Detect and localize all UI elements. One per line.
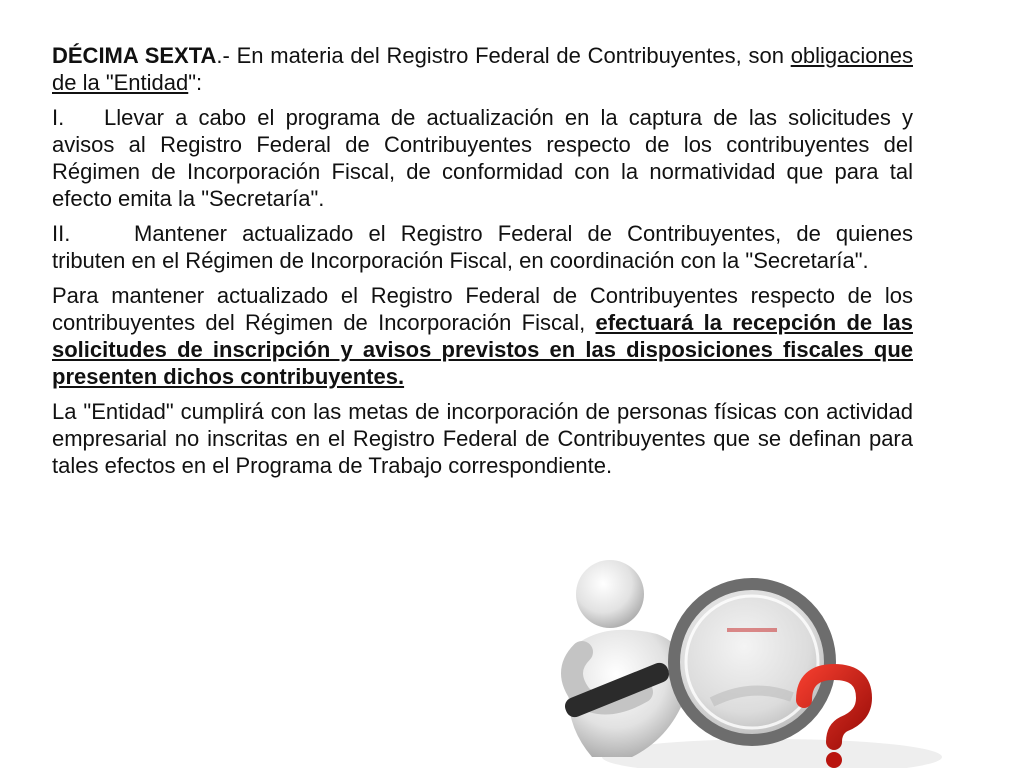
- figure-head: [576, 560, 644, 628]
- clause-label: DÉCIMA SEXTA: [52, 43, 217, 68]
- clause-tail-text: ":: [188, 70, 203, 95]
- slide-body: [52, 42, 913, 487]
- item-1-paragraph: [52, 104, 913, 212]
- paragraph-4-text: La "Entidad" cumplirá con las metas de incorporación de personas físicas con actividad empresarial no inscritas en el Registro Federal de Contribuyentes que se definan para tales efectos en el Programa de Trabajo correspondiente.: [52, 399, 913, 478]
- paragraph-4: [52, 398, 913, 479]
- clause-underlined-text: obligaciones de la "Entidad: [52, 43, 913, 95]
- paragraph-3-lead: Para mantener actualizado el Registro Federal de Contribuyentes respecto de los contribuyentes del Régimen de Incorporación Fiscal,: [52, 283, 913, 335]
- clause-lead-text: .- En materia del Registro Federal de Contribuyentes, son: [216, 43, 791, 68]
- item-1-text: Llevar a cabo el programa de actualización en la captura de las solicitudes y avisos al Registro Federal de Contribuyentes respecto de los contribuyentes del Régimen de Incorporación Fiscal, de conformidad con la normatividad que para tal efecto emita la "Secretaría".: [52, 105, 913, 211]
- magnifying-glass-figure-icon: [522, 552, 948, 768]
- paragraph-3: [52, 282, 913, 390]
- item-2-numeral: II.: [52, 221, 71, 246]
- magnifier-lens: [674, 584, 830, 740]
- item-1-numeral: I.: [52, 105, 65, 130]
- paragraph-3-emphasis: efectuará la recepción de las solicitudes de inscripción y avisos previstos en las disposiciones fiscales que presenten dichos contribuyentes.: [52, 310, 913, 389]
- clause-heading-paragraph: [52, 42, 913, 96]
- item-2-paragraph: [52, 220, 913, 274]
- item-2-text: Mantener actualizado el Registro Federal de Contribuyentes, de quienes tributen en el Régimen de Incorporación Fiscal, en coordinación con la "Secretaría".: [52, 221, 913, 273]
